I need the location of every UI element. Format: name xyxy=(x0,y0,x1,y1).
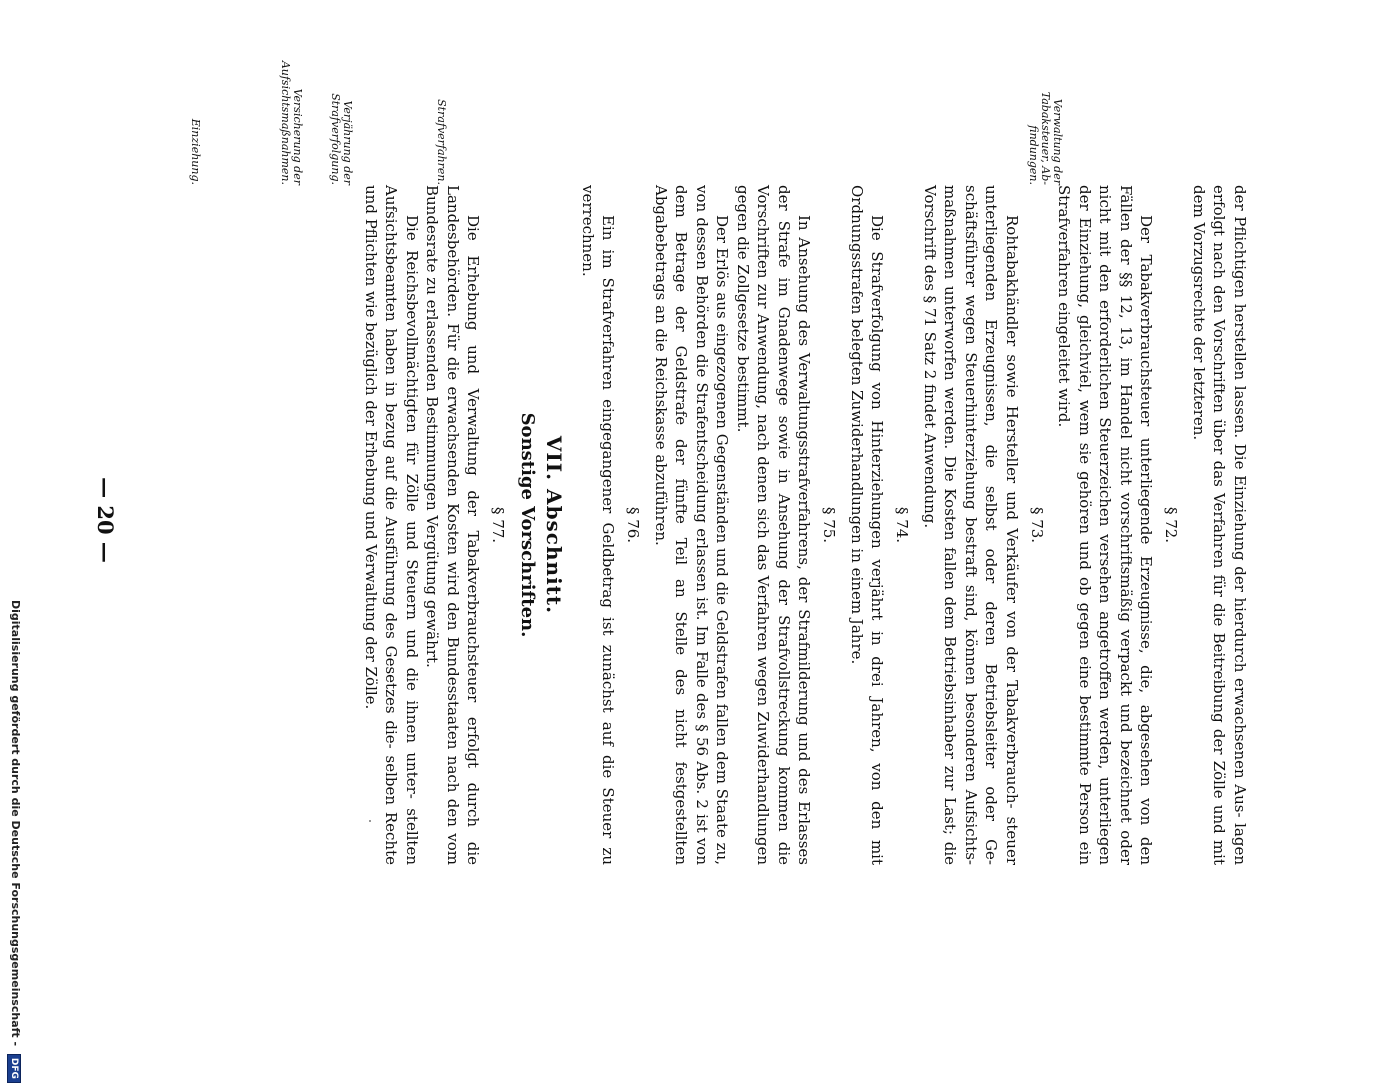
dfg-logo: DFG xyxy=(7,1054,21,1083)
section-heading-77: § 77. xyxy=(489,506,508,544)
scan-speck xyxy=(369,820,371,822)
section-heading-72: § 72. xyxy=(1162,506,1181,544)
paragraph-77a: Die Erhebung und Verwaltung der Tabakverbrauchsteuer erfolgt durch die Landesbehörden. Für die erwachsenden Kosten wird den Bundesstaaten nach den vom Bundesrate zu erlassenden Bestimmungen Vergütung gewährt. xyxy=(423,185,483,865)
paragraph: der Pflichtigen herstellen lassen. Die Einziehung der hierdurch erwachsenen Aus- lagen erfolgt nach den Vorschriften über das Verfahren für die Beitreibung der Zölle und mit dem Vorzugsrechte der letzteren. xyxy=(1190,185,1249,865)
margin-note-einziehung: Einziehung. xyxy=(189,118,202,185)
chapter-subheading: Sonstige Vorschriften. xyxy=(517,412,539,638)
page-number: — 20 — xyxy=(93,477,118,563)
paragraph-75a: In Ansehung des Verwaltungsstrafverfahrens, der Strafmilderung und des Erlasses der Strafe im Gnadenwege sowie in Ansehung der Strafvollstreckung kommen die Vorschriften zur Anwendung, nach denen sich das Verfahren wegen Zuwiderhandlungen gegen die Zollgesetze bestimmt. xyxy=(734,185,814,865)
credit-text: Digitalisierung gefördert durch die Deutsche Forschungsgemeinschaft - xyxy=(9,600,22,1047)
section-heading-74: § 74. xyxy=(893,506,912,544)
margin-note-verwaltung: Verwaltung der Tabaksteuer, Ab- findungen. xyxy=(1027,91,1064,185)
margin-note-aufsicht: Versicherung der Aufsichtsmaßnahmen. xyxy=(279,60,304,185)
paragraph-73: Rohtabakhändler sowie Hersteller und Verkäufer von der Tabakverbrauch- steuer unterliegenden Erzeugnissen, die selbst oder deren Betriebsleiter oder Ge- schäftsführer wegen Steuerhinterziehung bestraft sind, können besonderen Aufsichts- maßnahmen unterworfen werden. Die Kosten fallen dem Betriebsinhaber zur Last; die Vorschrift des § 71 Satz 2 findet Anwendung. xyxy=(921,185,1021,865)
text-column xyxy=(361,185,1251,865)
section-heading-73: § 73. xyxy=(1028,506,1046,544)
paragraph-77b: Die Reichsbevollmächtigten für Zölle und Steuern und die ihnen unter- stellten Aufsichtsbeamten haben in bezug auf die Ausführung des Gesetzes die- selben Rechte und Pflichten wie bezüglich der Erhebung und Verwaltung der Zölle. xyxy=(362,185,421,865)
paragraph-74: Die Strafverfolgung von Hinterziehungen verjährt in drei Jahren, von den mit Ordnungsstrafen belegten Zuwiderhandlungen in einem Jahre. xyxy=(848,185,887,865)
margin-note-verjaehrung: Verjährung der Strafverfolgung. xyxy=(329,93,354,185)
section-heading-75: § 75. xyxy=(820,506,839,544)
paragraph-75b: Der Erlös aus eingezogenen Gegenständen und die Geldstrafen fallen dem Staate zu, von dessen Behörden die Strafentscheidung erlassen ist. Im Falle des § 56 Abs. 2 ist von dem Betrage der Geldstrafe der fünfte Teil an Stelle des nicht festgestellten Abgabebetrags an die Reichskasse abzuführen. xyxy=(652,185,732,865)
section-heading-76: § 76. xyxy=(624,506,643,544)
margin-note-strafverfahren: Strafverfahren. xyxy=(435,99,448,185)
chapter-heading: VII. Abschnitt. xyxy=(542,435,567,615)
paragraph-76: Ein im Strafverfahren eingegangener Geldbetrag ist zunächst auf die Steuer zu verrechnen. xyxy=(579,185,618,865)
paragraph-72: Der Tabakverbrauchsteuer unterliegende Erzeugnisse, die, abgesehen von den Fällen der §§ 12, 13, im Handel nicht vorschriftsmäßig verpackt und bezeichnet oder nicht mit den erforderlichen Steuerzeichen versehen angetroffen werden, unterliegen der Einziehung, gleichviel, wem sie gehören und ob gegen eine bestimmte Person ein Strafverfahren eingeleitet wird. xyxy=(1055,185,1156,865)
